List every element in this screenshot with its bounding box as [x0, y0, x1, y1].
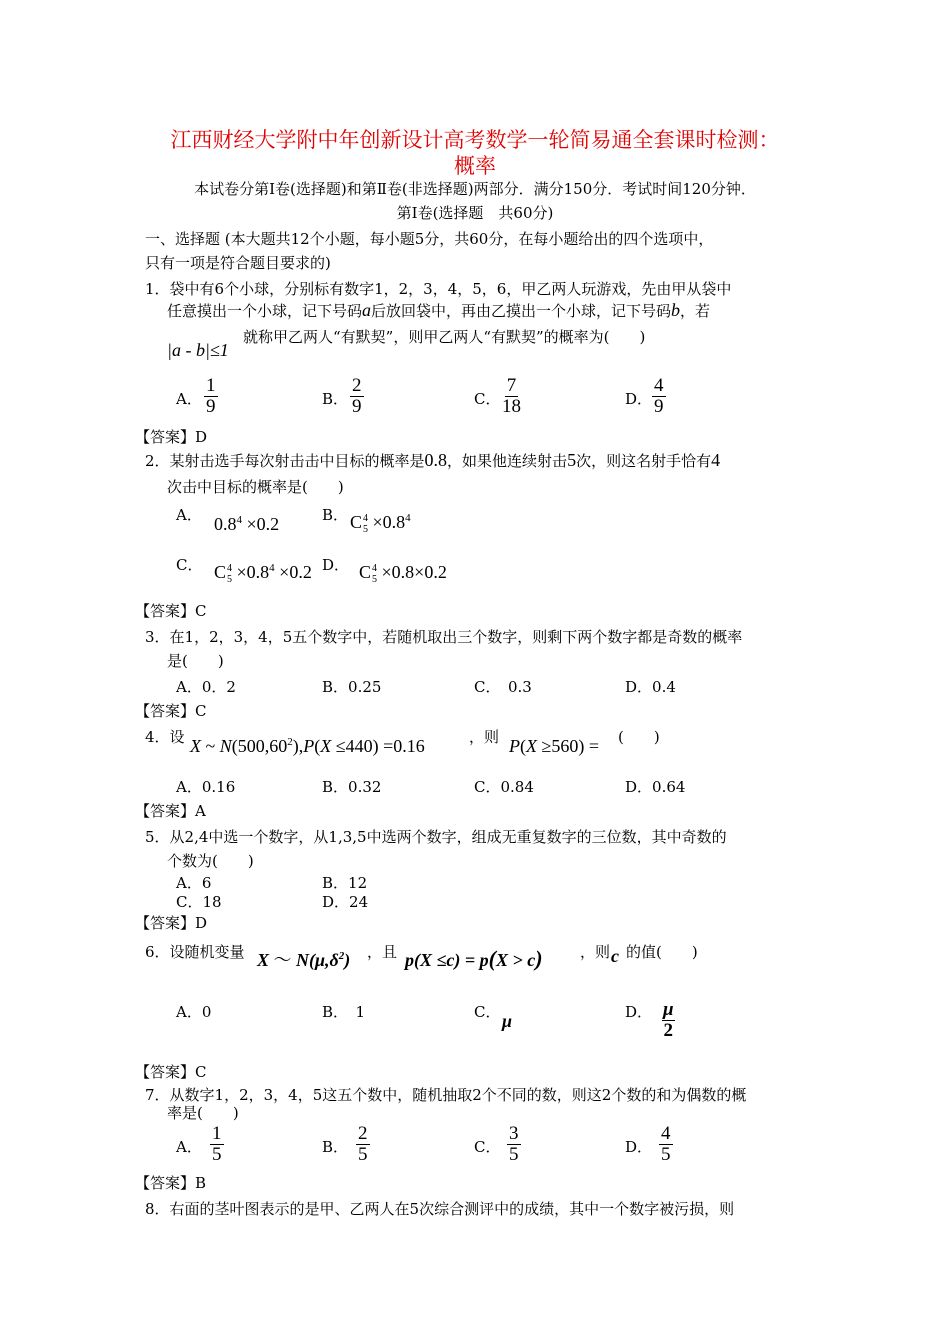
intro-text: 本试卷分第Ⅰ卷(选择题)和第Ⅱ卷(非选择题)两部分．满分150分．考试时间120分钟． [194, 180, 756, 198]
q4-opt-b: B．0.32 [322, 778, 382, 796]
q3-opt-c: C． 0.3 [474, 678, 532, 696]
q1-line2: 任意摸出一个小球，记下号码a后放回袋中，再由乙摸出一个小球，记下号码b，若 [167, 300, 711, 320]
q7-answer: 【答案】B [135, 1174, 207, 1192]
q2-line1: 2．某射击选手每次射击击中目标的概率是0.8，如果他连续射击5次，则这名射手恰有4 [145, 450, 721, 470]
q8-line1: 8．右面的茎叶图表示的是甲、乙两人在5次综合测评中的成绩，其中一个数字被污损，则 [145, 1200, 735, 1218]
q5-line2: 个数为( ) [167, 852, 254, 870]
q6-post: 的值( ) [626, 943, 698, 961]
q3-opt-d: D．0.4 [625, 678, 676, 696]
q6-formula-1: X ～ $N(\mu,\delta^2)$ [257, 950, 351, 970]
section1-line1: 一、选择题 (本大题共12个小题，每小题5分，共60分，在每小题给出的四个选项中， [145, 230, 714, 248]
q2-opt-d-label: D． [322, 556, 350, 574]
q4-post: ( ) [618, 728, 660, 746]
doc-title-line1: 江西财经大学附中年创新设计高考数学一轮简易通全套课时检测： [170, 128, 780, 152]
q2-opt-b: C 4 5 $\times 0.8^4$ [350, 512, 411, 535]
q4-answer: 【答案】A [135, 802, 206, 820]
q4-formula-2: P(X ≥560) = [509, 736, 600, 756]
q4-opt-d: D．0.64 [625, 778, 686, 796]
q5-opt-a: A．6 [176, 874, 212, 892]
q6-opt-b: B． 1 [322, 1003, 366, 1021]
q4-formula-1: X ~ $N(500,60^2),P(X \le 440) =0.16$ [190, 736, 425, 756]
q6-opt-a: A．0 [176, 1003, 212, 1021]
q3-opt-a: A．0．2 [176, 678, 236, 696]
q2-opt-a: $0.8^4 \times 0.2$ [214, 514, 280, 534]
section1-line2: 只有一项是符合题目要求的) [145, 254, 331, 272]
q4-opt-c: C．0.84 [474, 778, 534, 796]
q6-pre: 6．设随机变量 [145, 943, 245, 961]
q4-opt-a: A．0.16 [176, 778, 236, 796]
q6-mid2: ，则 [580, 943, 611, 961]
q6-mid1: ，且 [367, 943, 398, 961]
q6-var-c: c [611, 946, 619, 966]
q2-opt-c: C 4 5 $\times 0.8^4 \times 0.2$ [214, 562, 312, 585]
q2-opt-d: C 4 5 ×0.8×0.2 [359, 562, 447, 585]
q6-opt-c-label: C． [474, 1003, 501, 1021]
q5-opt-b: B．12 [322, 874, 368, 892]
q7-line1: 7．从数字1，2，3，4，5这五个数中，随机抽取2个不同的数，则这2个数的和为偶数的概 [145, 1086, 747, 1104]
q2-opt-a-label: A． [176, 506, 202, 524]
q3-opt-b: B．0.25 [322, 678, 382, 696]
q5-opt-d: D．24 [322, 893, 369, 911]
q6-opt-d-label: D． [625, 1003, 653, 1021]
q1-line3: 就称甲乙两人“有默契”，则甲乙两人“有默契”的概率为( ) [243, 328, 646, 346]
doc-title-line2: 概率 [454, 154, 496, 178]
q2-opt-b-label: B． [322, 506, 349, 524]
q6-opt-d-frac: $\frac{\mu}{2}$ [663, 999, 674, 1041]
q2-answer: 【答案】C [135, 602, 207, 620]
q6-formula-2: p(X ≤c) = p(X > c) [405, 946, 543, 971]
q4-mid: ，则 [469, 728, 500, 746]
q5-answer: 【答案】D [135, 914, 208, 932]
q3-answer: 【答案】C [135, 702, 207, 720]
q1-condition: |a - b|≤1 [167, 340, 229, 360]
q2-opt-c-label: C． [176, 556, 203, 574]
q2-line2: 次击中目标的概率是( ) [167, 478, 344, 496]
part1-header: 第Ⅰ卷(选择题 共60分) [396, 204, 554, 222]
q1-line1: 1．袋中有6个小球，分别标有数字1，2，3，4，5，6，甲乙两人玩游戏，先由甲从袋中 [145, 280, 732, 298]
q4-pre: 4．设 [145, 728, 185, 746]
q5-opt-c: C．18 [176, 893, 222, 911]
q3-line2: 是( ) [167, 652, 224, 670]
q3-line1: 3．在1，2，3，4，5五个数字中，若随机取出三个数字，则剩下两个数字都是奇数的概率 [145, 628, 743, 646]
q6-answer: 【答案】C [135, 1063, 207, 1081]
q6-opt-c-mu: μ [502, 1011, 513, 1031]
q7-line2: 率是( ) [167, 1104, 239, 1122]
q1-answer: 【答案】D [135, 428, 208, 446]
q5-line1: 5．从2,4中选一个数字，从1,3,5中选两个数字，组成无重复数字的三位数，其中奇数的 [145, 828, 727, 846]
